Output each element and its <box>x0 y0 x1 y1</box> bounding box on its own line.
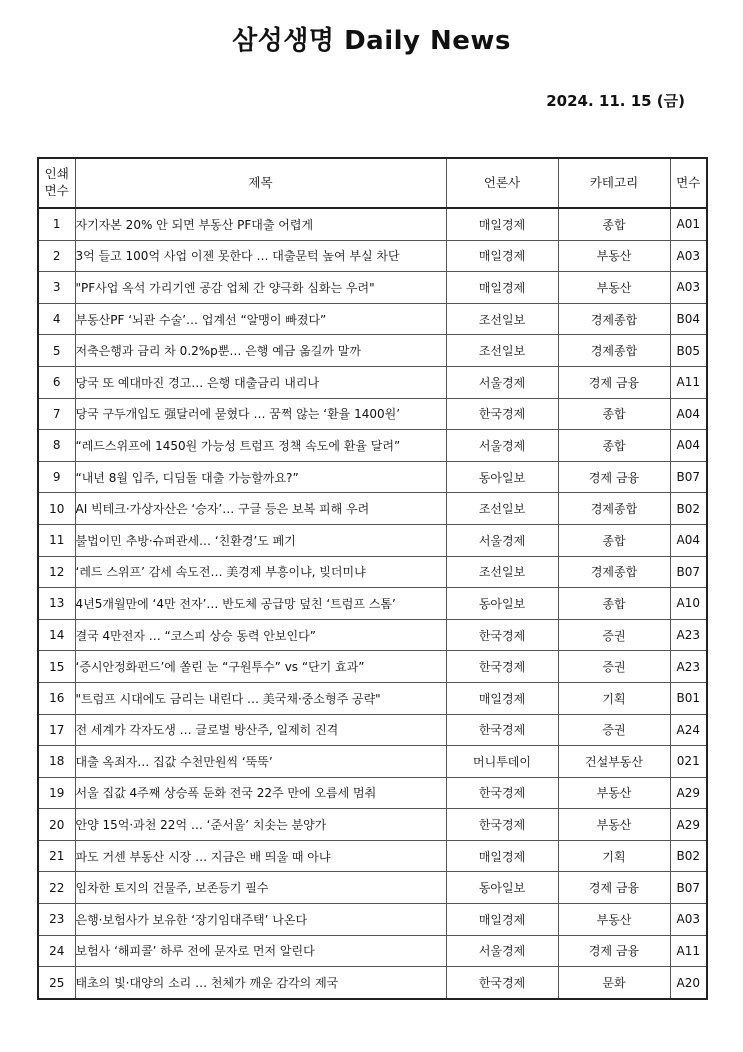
row-number: 22 <box>38 872 75 904</box>
newspaper: 매일경제 <box>446 240 558 272</box>
page-number: A04 <box>670 430 707 462</box>
table-row <box>38 651 707 683</box>
page-number: A04 <box>670 398 707 430</box>
headline: 전 세계가 각자도생 … 글로벌 방산주, 일제히 진격 <box>75 714 446 746</box>
headline: ‘증시안정화펀드’에 쏠린 눈 “구원투수” vs “단기 효과” <box>75 651 446 683</box>
newspaper: 한국경제 <box>446 651 558 683</box>
page-title: 삼성생명 Daily News <box>232 26 511 56</box>
row-number: 14 <box>38 619 75 651</box>
category: 부동산 <box>558 904 670 936</box>
page-number: 021 <box>670 746 707 778</box>
news-table <box>37 157 708 1000</box>
table-row <box>38 777 707 809</box>
row-number: 4 <box>38 303 75 335</box>
table-row <box>38 366 707 398</box>
newspaper: 한국경제 <box>446 967 558 999</box>
headline: 당국 또 예대마진 경고… 은행 대출금리 내리나 <box>75 366 446 398</box>
row-number: 16 <box>38 682 75 714</box>
page-number: B07 <box>670 872 707 904</box>
page-number: B05 <box>670 335 707 367</box>
table-row <box>38 240 707 272</box>
row-number: 15 <box>38 651 75 683</box>
row-number: 8 <box>38 430 75 462</box>
headline: ‘레드 스위프’ 감세 속도전… 美경제 부흥이냐, 빚더미냐 <box>75 556 446 588</box>
row-number: 5 <box>38 335 75 367</box>
table-row <box>38 493 707 525</box>
column-header-category: 카테고리 <box>558 158 670 208</box>
category: 종합 <box>558 208 670 240</box>
page-number: A20 <box>670 967 707 999</box>
column-header-print-page-line2: 면수 <box>44 183 69 198</box>
newspaper: 동아일보 <box>446 872 558 904</box>
category: 종합 <box>558 430 670 462</box>
table-row <box>38 430 707 462</box>
headline: 안양 15억·과천 22억 … ‘준서울’ 치솟는 분양가 <box>75 809 446 841</box>
category: 종합 <box>558 588 670 620</box>
headline: AI 빅테크·가상자산은 ‘승자’… 구글 등은 보복 피해 우려 <box>75 493 446 525</box>
newspaper: 한국경제 <box>446 398 558 430</box>
newspaper: 서울경제 <box>446 366 558 398</box>
row-number: 12 <box>38 556 75 588</box>
column-header-title: 제목 <box>75 158 446 208</box>
table-row <box>38 303 707 335</box>
newspaper: 매일경제 <box>446 272 558 304</box>
newspaper: 조선일보 <box>446 556 558 588</box>
row-number: 1 <box>38 208 75 240</box>
table-row <box>38 746 707 778</box>
row-number: 19 <box>38 777 75 809</box>
newspaper: 조선일보 <box>446 493 558 525</box>
category: 경제종합 <box>558 335 670 367</box>
page-number: A03 <box>670 904 707 936</box>
headline: 당국 구두개입도 强달러에 묻혔다 … 꿈쩍 않는 ‘환율 1400원’ <box>75 398 446 430</box>
page-number: A01 <box>670 208 707 240</box>
table-row <box>38 398 707 430</box>
table-row <box>38 872 707 904</box>
page-number: A24 <box>670 714 707 746</box>
newspaper: 동아일보 <box>446 588 558 620</box>
newspaper: 머니투데이 <box>446 746 558 778</box>
table-row <box>38 461 707 493</box>
table-row <box>38 840 707 872</box>
newspaper: 한국경제 <box>446 809 558 841</box>
row-number: 23 <box>38 904 75 936</box>
row-number: 20 <box>38 809 75 841</box>
category: 종합 <box>558 398 670 430</box>
category: 경제종합 <box>558 303 670 335</box>
category: 부동산 <box>558 809 670 841</box>
row-number: 7 <box>38 398 75 430</box>
headline: 임차한 토지의 건물주, 보존등기 필수 <box>75 872 446 904</box>
newspaper: 서울경제 <box>446 935 558 967</box>
table-row <box>38 619 707 651</box>
newspaper: 서울경제 <box>446 524 558 556</box>
row-number: 24 <box>38 935 75 967</box>
page-number: A04 <box>670 524 707 556</box>
table-header-row <box>38 158 707 208</box>
headline: 부동산PF ‘뇌관 수술’… 업계선 “알맹이 빠졌다” <box>75 303 446 335</box>
category: 기획 <box>558 682 670 714</box>
newspaper: 조선일보 <box>446 335 558 367</box>
row-number: 17 <box>38 714 75 746</box>
page-number: B01 <box>670 682 707 714</box>
page-number: A23 <box>670 651 707 683</box>
row-number: 13 <box>38 588 75 620</box>
page-number: A11 <box>670 366 707 398</box>
headline: 4년5개월만에 ‘4만 전자’… 반도체 공급망 덮친 ‘트럼프 스톰’ <box>75 588 446 620</box>
row-number: 9 <box>38 461 75 493</box>
newspaper: 한국경제 <box>446 714 558 746</box>
table-row <box>38 335 707 367</box>
column-header-print-page <box>38 158 75 208</box>
page-number: A10 <box>670 588 707 620</box>
category: 증권 <box>558 714 670 746</box>
page-number: A11 <box>670 935 707 967</box>
category: 부동산 <box>558 777 670 809</box>
category: 증권 <box>558 651 670 683</box>
headline: "트럼프 시대에도 금리는 내린다 … 美국채·중소형주 공략" <box>75 682 446 714</box>
table-row <box>38 809 707 841</box>
page-number: B07 <box>670 556 707 588</box>
page-number: A23 <box>670 619 707 651</box>
page-number: A29 <box>670 777 707 809</box>
row-number: 2 <box>38 240 75 272</box>
newspaper: 매일경제 <box>446 682 558 714</box>
category: 경제 금융 <box>558 366 670 398</box>
row-number: 11 <box>38 524 75 556</box>
category: 기획 <box>558 840 670 872</box>
table-row <box>38 935 707 967</box>
headline: 대출 옥죄자… 집값 수천만원씩 ‘뚝뚝’ <box>75 746 446 778</box>
headline: 자기자본 20% 안 되면 부동산 PF대출 어렵게 <box>75 208 446 240</box>
headline: 불법이민 추방·슈퍼관세… ‘친환경’도 폐기 <box>75 524 446 556</box>
newspaper: 동아일보 <box>446 461 558 493</box>
headline: “레드스위프에 1450원 가능성 트럼프 정책 속도에 환율 달려” <box>75 430 446 462</box>
category: 증권 <box>558 619 670 651</box>
category: 건설부동산 <box>558 746 670 778</box>
row-number: 10 <box>38 493 75 525</box>
column-header-print-page-line1: 인쇄 <box>44 166 69 182</box>
headline: "PF사업 옥석 가리기엔 공감 업체 간 양극화 심화는 우려" <box>75 272 446 304</box>
category: 경제종합 <box>558 493 670 525</box>
page-number: B07 <box>670 461 707 493</box>
row-number: 18 <box>38 746 75 778</box>
table-row <box>38 904 707 936</box>
column-header-page: 면수 <box>670 158 707 208</box>
headline: 결국 4만전자 … “코스피 상승 동력 안보인다” <box>75 619 446 651</box>
table-body <box>38 208 707 999</box>
table-row <box>38 556 707 588</box>
headline: 저축은행과 금리 차 0.2%p뿐… 은행 예금 옮길까 말까 <box>75 335 446 367</box>
category: 부동산 <box>558 272 670 304</box>
row-number: 6 <box>38 366 75 398</box>
page-number: A03 <box>670 240 707 272</box>
page-number: A29 <box>670 809 707 841</box>
headline: 3억 들고 100억 사업 이젠 못한다 … 대출문턱 높여 부실 차단 <box>75 240 446 272</box>
newspaper: 매일경제 <box>446 840 558 872</box>
table-row <box>38 714 707 746</box>
row-number: 25 <box>38 967 75 999</box>
headline: 보험사 ‘해피콜’ 하루 전에 문자로 먼저 알린다 <box>75 935 446 967</box>
table-row <box>38 588 707 620</box>
column-header-paper: 언론사 <box>446 158 558 208</box>
table-row <box>38 208 707 240</box>
page-number: B02 <box>670 493 707 525</box>
category: 부동산 <box>558 240 670 272</box>
table-row <box>38 272 707 304</box>
page-number: B04 <box>670 303 707 335</box>
newspaper: 서울경제 <box>446 430 558 462</box>
category: 종합 <box>558 524 670 556</box>
table-row <box>38 682 707 714</box>
headline: “내년 8월 입주, 디딤돌 대출 가능할까요?” <box>75 461 446 493</box>
newspaper: 한국경제 <box>446 777 558 809</box>
headline: 은행·보험사가 보유한 ‘장기임대주택’ 나온다 <box>75 904 446 936</box>
page-number: A03 <box>670 272 707 304</box>
newspaper: 매일경제 <box>446 208 558 240</box>
headline: 파도 거센 부동산 시장 … 지금은 배 띄울 때 아냐 <box>75 840 446 872</box>
headline: 서울 집값 4주째 상승폭 둔화 전국 22주 만에 오름세 멈춰 <box>75 777 446 809</box>
newspaper: 한국경제 <box>446 619 558 651</box>
page-number: B02 <box>670 840 707 872</box>
category: 경제종합 <box>558 556 670 588</box>
headline: 태초의 빛·대양의 소리 … 천체가 깨운 감각의 제국 <box>75 967 446 999</box>
category: 경제 금융 <box>558 935 670 967</box>
newspaper: 매일경제 <box>446 904 558 936</box>
report-date: 2024. 11. 15 (금) <box>546 92 685 110</box>
newspaper: 조선일보 <box>446 303 558 335</box>
category: 경제 금융 <box>558 872 670 904</box>
category: 경제 금융 <box>558 461 670 493</box>
table-row <box>38 524 707 556</box>
row-number: 21 <box>38 840 75 872</box>
category: 문화 <box>558 967 670 999</box>
row-number: 3 <box>38 272 75 304</box>
table-row <box>38 967 707 999</box>
